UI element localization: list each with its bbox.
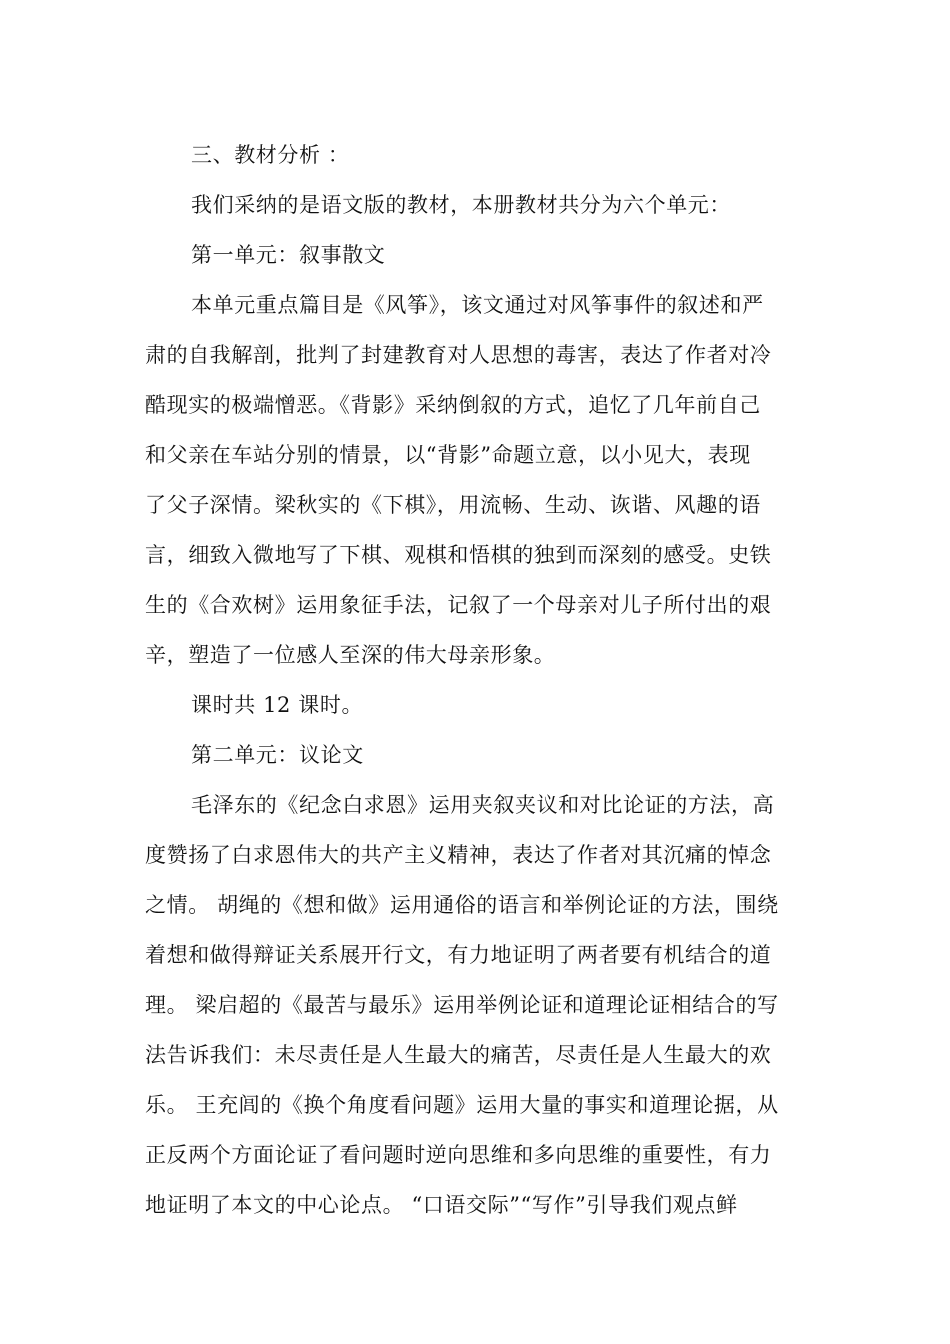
paragraph-line: 肃的自我解剖，批判了封建教育对人思想的毒害，表达了作者对冷 xyxy=(145,343,772,367)
paragraph-line: 毛泽东的《纪念白求恩》运用夹叙夹议和对比论证的方法，高 xyxy=(191,793,775,817)
paragraph-line: 本单元重点篇目是《风筝》，该文通过对风筝事件的叙述和严 xyxy=(191,293,764,317)
paragraph-line: 言，细致入微地写了下棋、观棋和悟棋的独到而深刻的感受。史铁 xyxy=(145,543,772,567)
paragraph-line: 正反两个方面论证了看问题时逆向思维和多向思维的重要性，有力 xyxy=(145,1143,772,1167)
paragraph-line: 理。 梁启超的《最苦与最乐》运用举例论证和道理论证相结合的写 xyxy=(145,993,779,1017)
paragraph-line: 生的《合欢树》运用象征手法，记叙了一个母亲对儿子所付出的艰 xyxy=(145,593,772,617)
document-page xyxy=(145,130,805,1230)
paragraph-line: 了父子深情。梁秋实的《下棋》，用流畅、生动、诙谐、风趣的语 xyxy=(145,493,761,517)
paragraph-line: 法告诉我们：未尽责任是人生最大的痛苦，尽责任是人生最大的欢 xyxy=(145,1043,772,1067)
unit-heading: 第一单元：叙事散文 xyxy=(191,243,386,267)
paragraph-line: 课时共 12 课时。 xyxy=(191,693,364,717)
section-heading: 三、教材分析 ： xyxy=(191,143,350,167)
paragraph-line: 酷现实的极端憎恶。《背影》采纳倒叙的方式，追忆了几年前自己 xyxy=(145,393,761,417)
unit-heading: 第二单元：议论文 xyxy=(191,743,364,767)
paragraph-line: 和父亲在车站分别的情景，以“背影”命题立意，以小见大，表现 xyxy=(145,443,751,467)
paragraph-line: 地证明了本文的中心论点。 “口语交际”“写作”引导我们观点鲜 xyxy=(145,1193,738,1217)
paragraph-line: 着想和做得辩证关系展开行文，有力地证明了两者要有机结合的道 xyxy=(145,943,772,967)
paragraph-line: 度赞扬了白求恩伟大的共产主义精神，表达了作者对其沉痛的悼念 xyxy=(145,843,772,867)
paragraph-line: 我们采纳的是语文版的教材，本册教材共分为六个单元： xyxy=(191,193,731,217)
paragraph-line: 之情。 胡绳的《想和做》运用通俗的语言和举例论证的方法，围绕 xyxy=(145,893,779,917)
paragraph-line: 辛，塑造了一位感人至深的伟大母亲形象。 xyxy=(145,643,556,667)
paragraph-line: 乐。 王充闾的《换个角度看问题》运用大量的事实和道理论据，从 xyxy=(145,1093,779,1117)
